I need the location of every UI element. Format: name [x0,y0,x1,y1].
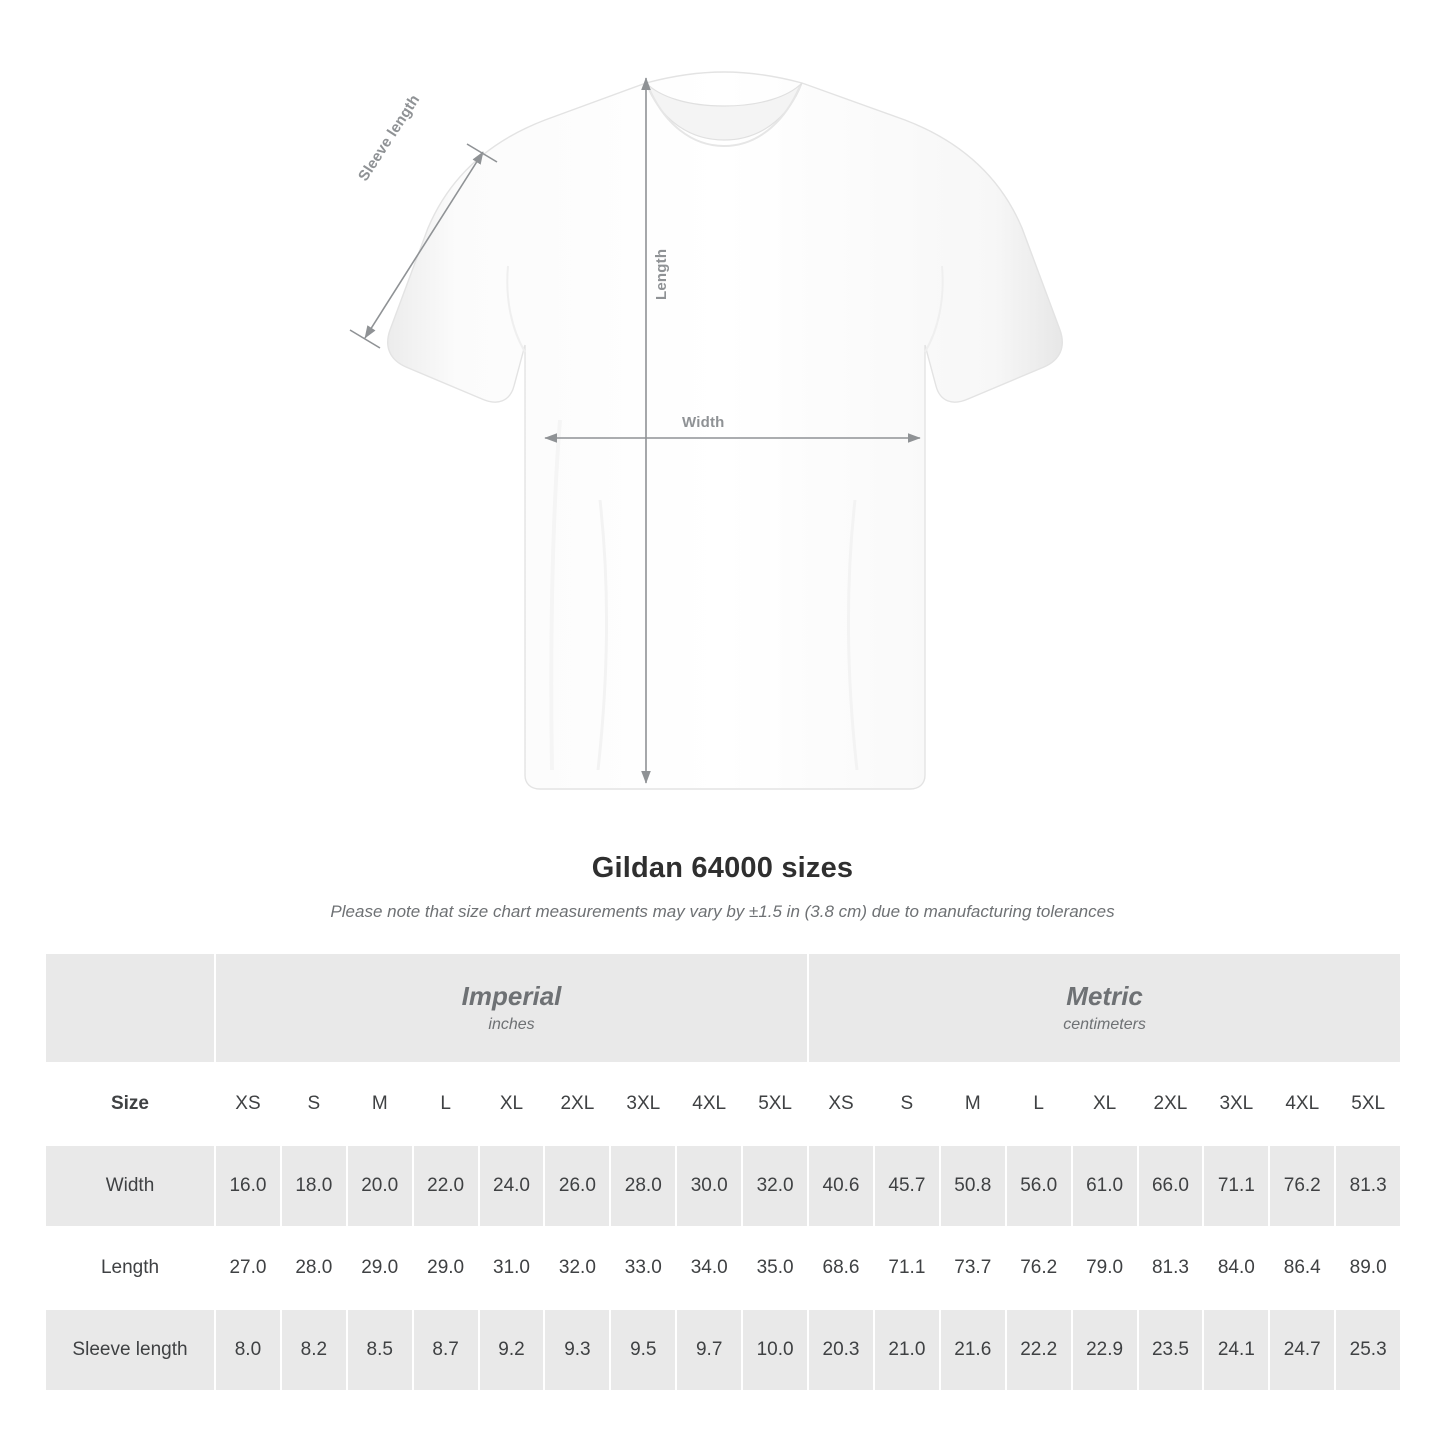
length-cell: 27.0 [215,1227,281,1309]
size-cell: L [413,1063,479,1145]
size-cell: M [940,1063,1006,1145]
length-cell: 33.0 [610,1227,676,1309]
size-cell: 4XL [1269,1063,1335,1145]
size-cell: 2XL [1138,1063,1204,1145]
size-table-wrapper [44,952,1401,1392]
size-cell: 5XL [742,1063,808,1145]
size-cell: XL [1072,1063,1138,1145]
size-cell: M [347,1063,413,1145]
size-cell: 3XL [610,1063,676,1145]
width-cell: 81.3 [1335,1145,1401,1227]
imperial-sub: inches [488,1016,535,1034]
row-label-width: Width [45,1145,215,1227]
length-cell: 89.0 [1335,1227,1401,1309]
sleeve-cell: 9.2 [479,1309,545,1391]
sleeve-cell: 9.5 [610,1309,676,1391]
size-cell: XS [215,1063,281,1145]
length-row [45,1227,1401,1309]
row-label-length: Length [45,1227,215,1309]
row-label-sleeve-length: Sleeve length [45,1309,215,1391]
sleeve-length-row [45,1309,1401,1391]
length-cell: 29.0 [347,1227,413,1309]
length-cell: 28.0 [281,1227,347,1309]
width-cell: 45.7 [874,1145,940,1227]
width-cell: 71.1 [1203,1145,1269,1227]
size-cell: S [874,1063,940,1145]
size-cell: 3XL [1203,1063,1269,1145]
length-cell: 79.0 [1072,1227,1138,1309]
title-block [0,852,1445,922]
metric-sub: centimeters [1063,1016,1146,1034]
width-cell: 66.0 [1138,1145,1204,1227]
sleeve-cell: 24.7 [1269,1309,1335,1391]
sleeve-cell: 8.5 [347,1309,413,1391]
width-row [45,1145,1401,1227]
width-label: Width [682,414,725,431]
length-cell: 34.0 [676,1227,742,1309]
length-cell: 73.7 [940,1227,1006,1309]
width-cell: 30.0 [676,1145,742,1227]
sleeve-cell: 20.3 [808,1309,874,1391]
sleeve-cell: 21.6 [940,1309,1006,1391]
sleeve-length-label: Sleeve length [355,91,424,185]
width-cell: 32.0 [742,1145,808,1227]
imperial-name: Imperial [461,980,562,1011]
width-cell: 20.0 [347,1145,413,1227]
sleeve-cell: 9.7 [676,1309,742,1391]
size-cell: 4XL [676,1063,742,1145]
width-cell: 50.8 [940,1145,1006,1227]
page-title: Gildan 64000 sizes [591,852,854,884]
width-cell: 61.0 [1072,1145,1138,1227]
length-cell: 71.1 [874,1227,940,1309]
imperial-header [215,953,808,1063]
width-cell: 16.0 [215,1145,281,1227]
size-table [44,952,1402,1392]
width-cell: 40.6 [808,1145,874,1227]
sleeve-cell: 22.9 [1072,1309,1138,1391]
metric-name: Metric [1066,980,1143,1011]
size-cell: XS [808,1063,874,1145]
metric-header [808,953,1401,1063]
row-label-size: Size [45,1063,215,1145]
sleeve-cell: 24.1 [1203,1309,1269,1391]
length-cell: 68.6 [808,1227,874,1309]
width-cell: 26.0 [544,1145,610,1227]
sleeve-cell: 8.2 [281,1309,347,1391]
length-cell: 84.0 [1203,1227,1269,1309]
width-cell: 22.0 [413,1145,479,1227]
sleeve-cell: 22.2 [1006,1309,1072,1391]
length-cell: 76.2 [1006,1227,1072,1309]
sleeve-cell: 9.3 [544,1309,610,1391]
size-row [45,1063,1401,1145]
width-cell: 24.0 [479,1145,545,1227]
length-label: Length [653,248,670,300]
size-cell: 5XL [1335,1063,1401,1145]
width-cell: 76.2 [1269,1145,1335,1227]
length-cell: 29.0 [413,1227,479,1309]
sleeve-cell: 23.5 [1138,1309,1204,1391]
sleeve-cell: 8.7 [413,1309,479,1391]
width-cell: 28.0 [610,1145,676,1227]
length-cell: 86.4 [1269,1227,1335,1309]
tshirt-shape [388,72,1063,789]
width-cell: 56.0 [1006,1145,1072,1227]
size-cell: XL [479,1063,545,1145]
sleeve-cell: 10.0 [742,1309,808,1391]
units-header-row [45,953,1401,1063]
size-cell: L [1006,1063,1072,1145]
width-cell: 18.0 [281,1145,347,1227]
sleeve-cell: 8.0 [215,1309,281,1391]
length-cell: 31.0 [479,1227,545,1309]
units-spacer [45,953,215,1063]
sleeve-cell: 25.3 [1335,1309,1401,1391]
length-cell: 32.0 [544,1227,610,1309]
size-cell: S [281,1063,347,1145]
length-cell: 81.3 [1138,1227,1204,1309]
sleeve-cell: 21.0 [874,1309,940,1391]
length-cell: 35.0 [742,1227,808,1309]
tolerance-note: Please note that size chart measurements may vary by ±1.5 in (3.8 cm) due to manufacturing tolerances [330,902,1115,921]
size-cell: 2XL [544,1063,610,1145]
